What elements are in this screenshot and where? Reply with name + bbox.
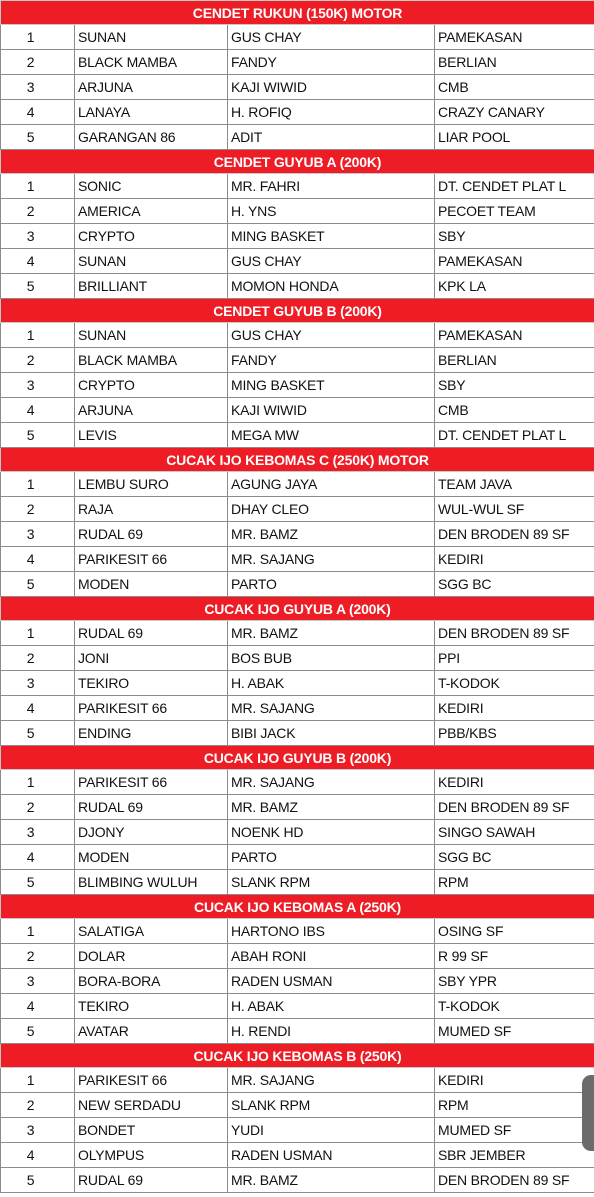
table-row [1, 423, 594, 448]
table-row [1, 646, 594, 671]
owner-cell: MING BASKET [228, 373, 435, 398]
team-cell: BERLIAN [435, 348, 594, 373]
bird-name-cell: SUNAN [75, 249, 228, 274]
team-cell: CRAZY CANARY [435, 100, 594, 125]
owner-cell: KAJI WIWID [228, 75, 435, 100]
team-cell: SBR JEMBER [435, 1143, 594, 1168]
bird-name-cell: AVATAR [75, 1019, 228, 1044]
owner-cell: MOMON HONDA [228, 274, 435, 299]
rank-cell: 2 [1, 795, 75, 820]
owner-cell: AGUNG JAYA [228, 472, 435, 497]
owner-cell: KAJI WIWID [228, 398, 435, 423]
rank-cell: 4 [1, 994, 75, 1019]
rank-cell: 2 [1, 1093, 75, 1118]
rank-cell: 4 [1, 547, 75, 572]
bird-name-cell: LANAYA [75, 100, 228, 125]
owner-cell: PARTO [228, 845, 435, 870]
owner-cell: RADEN USMAN [228, 1143, 435, 1168]
table-row [1, 174, 594, 199]
table-row [1, 820, 594, 845]
table-row [1, 1118, 594, 1143]
results-table-body [1, 1, 594, 1193]
team-cell: LIAR POOL [435, 125, 594, 150]
section-title: CUCAK IJO KEBOMAS A (250K) [1, 895, 594, 919]
rank-cell: 5 [1, 870, 75, 895]
bird-name-cell: RUDAL 69 [75, 621, 228, 646]
table-row [1, 870, 594, 895]
scroll-handle[interactable] [582, 1075, 594, 1151]
rank-cell: 4 [1, 845, 75, 870]
table-row [1, 100, 594, 125]
owner-cell: MR. SAJANG [228, 770, 435, 795]
owner-cell: MR. FAHRI [228, 174, 435, 199]
team-cell: CMB [435, 398, 594, 423]
bird-name-cell: BRILLIANT [75, 274, 228, 299]
bird-name-cell: PARIKESIT 66 [75, 1068, 228, 1093]
bird-name-cell: MODEN [75, 572, 228, 597]
section-header [1, 448, 594, 472]
rank-cell: 1 [1, 770, 75, 795]
rank-cell: 2 [1, 497, 75, 522]
table-row [1, 944, 594, 969]
bird-name-cell: DOLAR [75, 944, 228, 969]
rank-cell: 3 [1, 671, 75, 696]
bird-name-cell: SONIC [75, 174, 228, 199]
bird-name-cell: ENDING [75, 721, 228, 746]
table-row [1, 224, 594, 249]
bird-name-cell: PARIKESIT 66 [75, 770, 228, 795]
bird-name-cell: BLIMBING WULUH [75, 870, 228, 895]
owner-cell: MR. SAJANG [228, 696, 435, 721]
team-cell: T-KODOK [435, 671, 594, 696]
rank-cell: 3 [1, 522, 75, 547]
owner-cell: FANDY [228, 50, 435, 75]
rank-cell: 1 [1, 919, 75, 944]
owner-cell: MR. BAMZ [228, 621, 435, 646]
table-row [1, 919, 594, 944]
team-cell: KEDIRI [435, 770, 594, 795]
rank-cell: 3 [1, 820, 75, 845]
table-row [1, 621, 594, 646]
table-row [1, 994, 594, 1019]
team-cell: PAMEKASAN [435, 323, 594, 348]
bird-name-cell: BLACK MAMBA [75, 50, 228, 75]
rank-cell: 1 [1, 1068, 75, 1093]
owner-cell: MR. BAMZ [228, 1168, 435, 1193]
team-cell: CMB [435, 75, 594, 100]
rank-cell: 4 [1, 398, 75, 423]
bird-name-cell: SALATIGA [75, 919, 228, 944]
owner-cell: H. ABAK [228, 994, 435, 1019]
team-cell: DEN BRODEN 89 SF [435, 522, 594, 547]
table-row [1, 1143, 594, 1168]
bird-name-cell: TEKIRO [75, 994, 228, 1019]
table-row [1, 199, 594, 224]
team-cell: PAMEKASAN [435, 25, 594, 50]
team-cell: TEAM JAVA [435, 472, 594, 497]
owner-cell: SLANK RPM [228, 870, 435, 895]
rank-cell: 2 [1, 944, 75, 969]
table-row [1, 845, 594, 870]
team-cell: SBY YPR [435, 969, 594, 994]
team-cell: PPI [435, 646, 594, 671]
rank-cell: 4 [1, 100, 75, 125]
owner-cell: MR. SAJANG [228, 547, 435, 572]
owner-cell: SLANK RPM [228, 1093, 435, 1118]
rank-cell: 4 [1, 1143, 75, 1168]
table-row [1, 50, 594, 75]
bird-name-cell: ARJUNA [75, 75, 228, 100]
bird-name-cell: BORA-BORA [75, 969, 228, 994]
owner-cell: HARTONO IBS [228, 919, 435, 944]
section-title: CENDET GUYUB B (200K) [1, 299, 594, 323]
team-cell: PAMEKASAN [435, 249, 594, 274]
owner-cell: PARTO [228, 572, 435, 597]
rank-cell: 4 [1, 696, 75, 721]
team-cell: SGG BC [435, 572, 594, 597]
section-title: CUCAK IJO GUYUB A (200K) [1, 597, 594, 621]
team-cell: PECOET TEAM [435, 199, 594, 224]
table-row [1, 398, 594, 423]
table-row [1, 348, 594, 373]
rank-cell: 3 [1, 969, 75, 994]
bird-name-cell: BLACK MAMBA [75, 348, 228, 373]
rank-cell: 5 [1, 721, 75, 746]
bird-name-cell: RUDAL 69 [75, 1168, 228, 1193]
team-cell: SINGO SAWAH [435, 820, 594, 845]
table-row [1, 1019, 594, 1044]
bird-name-cell: MODEN [75, 845, 228, 870]
section-title: CUCAK IJO GUYUB B (200K) [1, 746, 594, 770]
rank-cell: 2 [1, 50, 75, 75]
section-title: CENDET RUKUN (150K) MOTOR [1, 1, 594, 25]
team-cell: DT. CENDET PLAT L [435, 423, 594, 448]
section-header [1, 746, 594, 770]
team-cell: SBY [435, 224, 594, 249]
bird-name-cell: SUNAN [75, 323, 228, 348]
team-cell: SGG BC [435, 845, 594, 870]
table-row [1, 696, 594, 721]
bird-name-cell: LEMBU SURO [75, 472, 228, 497]
owner-cell: H. YNS [228, 199, 435, 224]
owner-cell: MING BASKET [228, 224, 435, 249]
table-row [1, 1068, 594, 1093]
rank-cell: 1 [1, 25, 75, 50]
owner-cell: H. ABAK [228, 671, 435, 696]
rank-cell: 1 [1, 174, 75, 199]
section-header [1, 597, 594, 621]
owner-cell: MEGA MW [228, 423, 435, 448]
bird-name-cell: SUNAN [75, 25, 228, 50]
rank-cell: 3 [1, 75, 75, 100]
team-cell: RPM [435, 1093, 594, 1118]
table-row [1, 274, 594, 299]
bird-name-cell: ARJUNA [75, 398, 228, 423]
table-row [1, 770, 594, 795]
owner-cell: ADIT [228, 125, 435, 150]
rank-cell: 3 [1, 1118, 75, 1143]
owner-cell: MR. SAJANG [228, 1068, 435, 1093]
owner-cell: YUDI [228, 1118, 435, 1143]
rank-cell: 2 [1, 348, 75, 373]
table-row [1, 249, 594, 274]
rank-cell: 2 [1, 199, 75, 224]
bird-name-cell: RUDAL 69 [75, 522, 228, 547]
team-cell: MUMED SF [435, 1019, 594, 1044]
table-row [1, 25, 594, 50]
table-row [1, 721, 594, 746]
rank-cell: 5 [1, 125, 75, 150]
team-cell: DEN BRODEN 89 SF [435, 1168, 594, 1193]
team-cell: T-KODOK [435, 994, 594, 1019]
bird-name-cell: GARANGAN 86 [75, 125, 228, 150]
bird-name-cell: TEKIRO [75, 671, 228, 696]
owner-cell: BIBI JACK [228, 721, 435, 746]
owner-cell: GUS CHAY [228, 249, 435, 274]
bird-name-cell: OLYMPUS [75, 1143, 228, 1168]
owner-cell: GUS CHAY [228, 323, 435, 348]
team-cell: MUMED SF [435, 1118, 594, 1143]
rank-cell: 5 [1, 274, 75, 299]
owner-cell: RADEN USMAN [228, 969, 435, 994]
team-cell: R 99 SF [435, 944, 594, 969]
owner-cell: H. ROFIQ [228, 100, 435, 125]
section-title: CUCAK IJO KEBOMAS C (250K) MOTOR [1, 448, 594, 472]
owner-cell: ABAH RONI [228, 944, 435, 969]
owner-cell: MR. BAMZ [228, 795, 435, 820]
section-header [1, 299, 594, 323]
table-row [1, 1093, 594, 1118]
bird-name-cell: CRYPTO [75, 373, 228, 398]
rank-cell: 2 [1, 646, 75, 671]
section-header [1, 1, 594, 25]
team-cell: DEN BRODEN 89 SF [435, 621, 594, 646]
team-cell: OSING SF [435, 919, 594, 944]
table-row [1, 522, 594, 547]
owner-cell: H. RENDI [228, 1019, 435, 1044]
team-cell: PBB/KBS [435, 721, 594, 746]
rank-cell: 5 [1, 1019, 75, 1044]
table-row [1, 671, 594, 696]
bird-name-cell: BONDET [75, 1118, 228, 1143]
team-cell: SBY [435, 373, 594, 398]
owner-cell: BOS BUB [228, 646, 435, 671]
section-title: CUCAK IJO KEBOMAS B (250K) [1, 1044, 594, 1068]
rank-cell: 1 [1, 621, 75, 646]
table-row [1, 795, 594, 820]
rank-cell: 5 [1, 423, 75, 448]
table-row [1, 547, 594, 572]
rank-cell: 3 [1, 373, 75, 398]
bird-name-cell: DJONY [75, 820, 228, 845]
rank-cell: 1 [1, 472, 75, 497]
bird-name-cell: PARIKESIT 66 [75, 547, 228, 572]
table-row [1, 969, 594, 994]
table-row [1, 572, 594, 597]
rank-cell: 5 [1, 572, 75, 597]
rank-cell: 4 [1, 249, 75, 274]
team-cell: KPK LA [435, 274, 594, 299]
table-row [1, 125, 594, 150]
bird-name-cell: PARIKESIT 66 [75, 696, 228, 721]
bird-name-cell: CRYPTO [75, 224, 228, 249]
bird-name-cell: RUDAL 69 [75, 795, 228, 820]
bird-name-cell: RAJA [75, 497, 228, 522]
table-row [1, 497, 594, 522]
table-row [1, 472, 594, 497]
rank-cell: 3 [1, 224, 75, 249]
team-cell: KEDIRI [435, 1068, 594, 1093]
table-row [1, 1168, 594, 1193]
table-row [1, 323, 594, 348]
bird-name-cell: JONI [75, 646, 228, 671]
owner-cell: DHAY CLEO [228, 497, 435, 522]
bird-name-cell: LEVIS [75, 423, 228, 448]
team-cell: DEN BRODEN 89 SF [435, 795, 594, 820]
table-row [1, 75, 594, 100]
rank-cell: 5 [1, 1168, 75, 1193]
team-cell: BERLIAN [435, 50, 594, 75]
owner-cell: MR. BAMZ [228, 522, 435, 547]
bird-name-cell: NEW SERDADU [75, 1093, 228, 1118]
rank-cell: 1 [1, 323, 75, 348]
section-header [1, 895, 594, 919]
team-cell: KEDIRI [435, 547, 594, 572]
owner-cell: NOENK HD [228, 820, 435, 845]
section-header [1, 1044, 594, 1068]
bird-name-cell: AMERICA [75, 199, 228, 224]
owner-cell: GUS CHAY [228, 25, 435, 50]
section-title: CENDET GUYUB A (200K) [1, 150, 594, 174]
team-cell: RPM [435, 870, 594, 895]
section-header [1, 150, 594, 174]
team-cell: DT. CENDET PLAT L [435, 174, 594, 199]
team-cell: WUL-WUL SF [435, 497, 594, 522]
table-row [1, 373, 594, 398]
team-cell: KEDIRI [435, 696, 594, 721]
owner-cell: FANDY [228, 348, 435, 373]
